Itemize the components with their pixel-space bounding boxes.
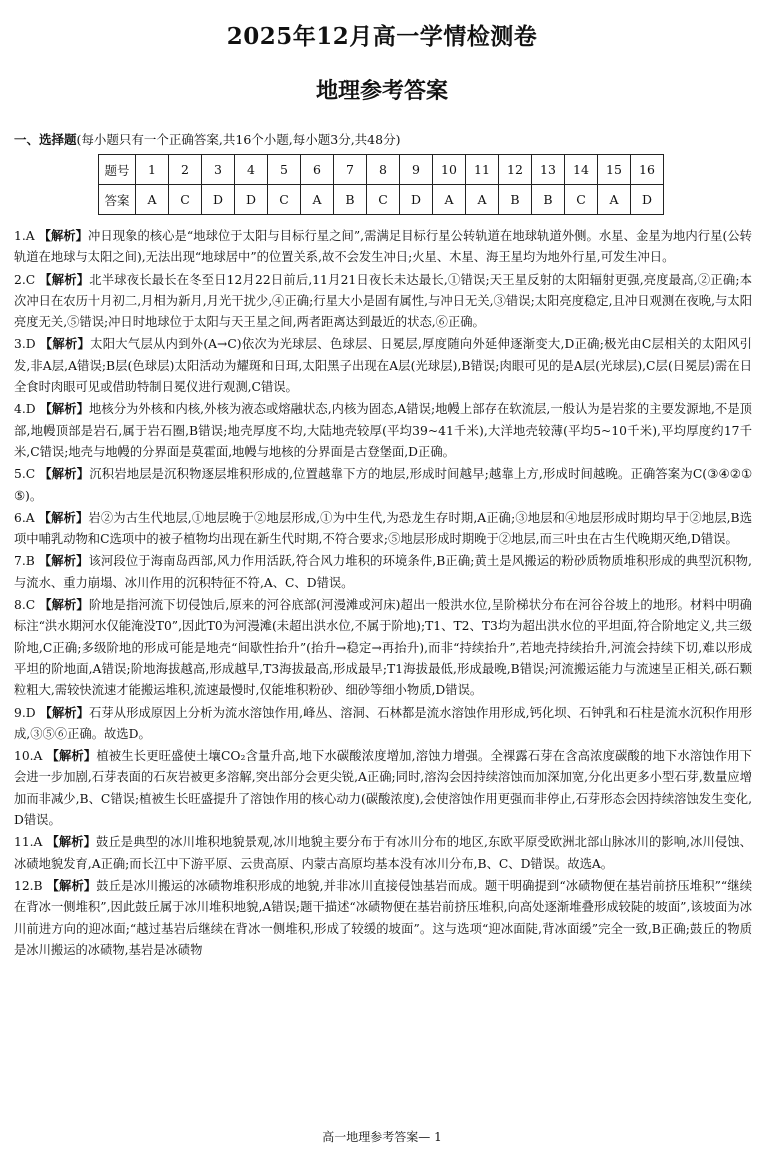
question-number-cell: 5 bbox=[268, 155, 301, 185]
analysis-tag: 【解析】 bbox=[39, 336, 91, 352]
item-text: 该河段位于海南岛西部,风力作用活跃,符合风力堆积的环境条件,B正确;黄土是风搬运的粉砂质物质堆积形成的典型沉积物,与流水、重力崩塌、冰川作用的沉积特征不符,A、C、D错误。 bbox=[14, 554, 752, 590]
question-number-cell: 14 bbox=[565, 155, 598, 185]
section-heading bbox=[14, 130, 400, 148]
answer-cell: C bbox=[169, 185, 202, 215]
question-number-cell: 6 bbox=[301, 155, 334, 185]
answer-cell: C bbox=[367, 185, 400, 215]
question-number-cell: 9 bbox=[400, 155, 433, 185]
explanation-item bbox=[14, 333, 752, 398]
answer-table bbox=[98, 154, 664, 215]
item-text: 太阳大气层从内到外(A→C)依次为光球层、色球层、日冕层,厚度随向外延伸逐渐变大,D正确;极光由C层相关的太阳风引发,非A层,A错误;B层(色球层)太阳活动为耀斑和日珥,太阳黑子出现在A层(光球层),B错误;肉眼可见的是A层(光球层),C层(日冕层)需在日全食时肉眼可见或借助特制日冕仪进行观测,C错误。 bbox=[14, 337, 752, 395]
explanations bbox=[14, 225, 752, 961]
item-text: 地核分为外核和内核,外核为液态或熔融状态,内核为固态,A错误;地幔上部存在软流层,一般认为是岩浆的主要发源地,不是顶部,地幔顶部是岩石,属于岩石圈,B错误;地壳厚度不均,大陆地壳较厚(平均39~41千米),大洋地壳较薄(平均5~10千米),平均厚度约17千米,C错误;地壳与地幔的分界面是莫霍面,地幔与地核的分界面是古登堡面,D正确。 bbox=[14, 402, 752, 459]
item-text: 沉积岩地层是沉积物逐层堆积形成的,位置越靠下方的地层,形成时间越早;越靠上方,形成时间越晚。正确答案为C(③④②①⑤)。 bbox=[14, 467, 752, 503]
analysis-tag: 【解析】 bbox=[38, 509, 89, 525]
answer-cell: A bbox=[466, 185, 499, 215]
answer-cell: D bbox=[631, 185, 664, 215]
explanation-item bbox=[14, 225, 752, 269]
item-number: 1.A bbox=[14, 229, 35, 243]
explanation-item bbox=[14, 831, 752, 875]
item-number: 2.C bbox=[14, 272, 36, 287]
question-number-cell: 16 bbox=[631, 155, 664, 185]
question-number-header: 题号 bbox=[99, 155, 136, 185]
explanation-item bbox=[14, 398, 752, 463]
item-text: 石芽从形成原因上分析为流水溶蚀作用,峰丛、溶洞、石林都是流水溶蚀作用形成,钙化坝、石钟乳和石柱是流水沉积作用形成,③⑤⑥正确。故选D。 bbox=[14, 705, 752, 741]
section-label: 一、选择题 bbox=[14, 132, 77, 147]
question-number-row bbox=[99, 155, 664, 185]
answer-cell: C bbox=[268, 185, 301, 215]
analysis-tag: 【解析】 bbox=[39, 597, 89, 613]
analysis-tag: 【解析】 bbox=[46, 834, 96, 850]
question-number-cell: 10 bbox=[433, 155, 466, 185]
explanation-item bbox=[14, 550, 752, 594]
answer-cell: B bbox=[499, 185, 532, 215]
item-text: 北半球夜长最长在冬至日12月22日前后,11月21日夜长未达最长,①错误;天王星反射的太阳辐射更强,亮度最高,②正确;本次冲日在农历十月初二,月相为新月,月光干扰少,④正确;行星大小是固有属性,与冲日无关,③错误;太阳亮度稳定,且冲日观测在夜晚,与太阳亮度无关,⑤错误;冲日时地球位于太阳与天王星之间,两者距离达到最近的状态,⑥正确。 bbox=[14, 272, 752, 330]
explanation-item bbox=[14, 702, 752, 746]
question-number-cell: 12 bbox=[499, 155, 532, 185]
answer-cell: B bbox=[334, 185, 367, 215]
answer-header: 答案 bbox=[99, 185, 136, 215]
item-number: 5.C bbox=[14, 467, 36, 482]
answer-cell: D bbox=[400, 185, 433, 215]
item-number: 8.C bbox=[14, 598, 36, 613]
item-text: 阶地是指河流下切侵蚀后,原来的河谷底部(河漫滩或河床)超出一般洪水位,呈阶梯状分布在河谷谷坡上的地形。材料中明确标注“洪水期河水仅能淹没T0”,因此T0为河漫滩(未超出洪水位,不属于阶地);T1、T2、T3均为超出洪水位的平坦面,符合阶地定义,共三级阶地,C正确;多级阶地的形成可能是地壳“间歇性抬升”(抬升→稳定→再抬升),而非“持续抬升”,若地壳持续抬升,河流会持续下切,难以形成平坦的阶地面,A错误;阶地海拔越高,形成越早,T3海拔最高,形成最早;T1海拔最低,形成最晚,B错误;河流搬运能力与流速呈正相关,砾石颗粒粗大,需较快流速才能搬运堆积,流速最慢时,仅能堆积粉砂、细砂等细小物质,D错误。 bbox=[14, 598, 752, 698]
explanation-item bbox=[14, 507, 752, 551]
item-number: 3.D bbox=[14, 337, 36, 352]
explanation-item bbox=[14, 269, 752, 334]
explanation-item bbox=[14, 463, 752, 507]
analysis-tag: 【解析】 bbox=[39, 271, 90, 287]
analysis-tag: 【解析】 bbox=[38, 228, 89, 243]
answer-cell: B bbox=[532, 185, 565, 215]
analysis-tag: 【解析】 bbox=[38, 553, 89, 569]
question-number-cell: 4 bbox=[235, 155, 268, 185]
item-text: 岩②为古生代地层,①地层晚于②地层形成,①为中生代,为恐龙生存时期,A正确;③地层和④地层形成时期均早于②地层,B选项中哺乳动物和C选项中的被子植物均出现在新生代时期,不符合要求;⑤地层形成时期晚于②地层,而三叶虫在古生代晚期灭绝,D错误。 bbox=[14, 510, 752, 547]
question-number-cell: 11 bbox=[466, 155, 499, 185]
answer-cell: C bbox=[565, 185, 598, 215]
question-number-cell: 13 bbox=[532, 155, 565, 185]
analysis-tag: 【解析】 bbox=[46, 748, 97, 764]
item-text: 植被生长更旺盛使土壤CO₂含量升高,地下水碳酸浓度增加,溶蚀力增强。全裸露石芽在含高浓度碳酸的地下水溶蚀作用下会进一步加剧,石芽表面的石灰岩被更多溶解,突出部分会更尖锐,A正确;同时,溶沟会因持续溶蚀而加深加宽,分化出更多小型石芽,数量应增加而非减少,B、C错误;植被生长旺盛提升了溶蚀作用的核心动力(碳酸浓度),会使溶蚀作用更强而非停止,石芽形态会因持续溶蚀发生变化,D错误。 bbox=[14, 749, 752, 828]
answer-cell: A bbox=[433, 185, 466, 215]
page-footer: 高一地理参考答案— 1 bbox=[322, 1130, 442, 1144]
analysis-tag: 【解析】 bbox=[46, 877, 97, 893]
explanation-item bbox=[14, 594, 752, 701]
item-number: 10.A bbox=[14, 749, 43, 764]
question-number-cell: 15 bbox=[598, 155, 631, 185]
question-number-cell: 1 bbox=[136, 155, 169, 185]
item-number: 4.D bbox=[14, 402, 36, 417]
answer-cell: A bbox=[136, 185, 169, 215]
answer-key-title: 地理参考答案 bbox=[315, 78, 448, 104]
exam-title: 2025年12月高一学情检测卷 bbox=[226, 23, 538, 50]
answer-cell: A bbox=[598, 185, 631, 215]
explanation-item bbox=[14, 875, 752, 961]
section-note: (每小题只有一个正确答案,共16个小题,每小题3分,共48分) bbox=[76, 132, 401, 147]
answer-cell: D bbox=[235, 185, 268, 215]
item-number: 11.A bbox=[14, 835, 43, 850]
analysis-tag: 【解析】 bbox=[39, 401, 89, 417]
question-number-cell: 7 bbox=[334, 155, 367, 185]
item-text: 鼓丘是冰川搬运的冰碛物堆积形成的地貌,并非冰川直接侵蚀基岩而成。题干明确提到“冰碛物便在基岩前挤压堆积”“继续在背冰一侧堆积”,因此鼓丘属于冰川堆积地貌,A错误;题干描述“冰碛物便在基岩前挤压堆积,向高处逐渐堆叠形成较陡的坡面”,该坡面为冰川前进方向的迎冰面;“越过基岩后继续在背冰一侧堆积,形成了较缓的坡面”。这与选项“迎冰面陡,背冰面缓”完全一致,B正确;鼓丘的物质是冰川搬运的冰碛物,基岩是冰碛物 bbox=[14, 878, 752, 957]
item-text: 鼓丘是典型的冰川堆积地貌景观,冰川地貌主要分布于有冰川分布的地区,东欧平原受欧洲北部山脉冰川的影响,冰川侵蚀、冰碛地貌发育,A正确;而长江中下游平原、云贵高原、内蒙古高原均基本没有冰川分布,B、C、D错误。故选A。 bbox=[14, 835, 752, 871]
answer-row bbox=[99, 185, 664, 215]
analysis-tag: 【解析】 bbox=[39, 704, 90, 720]
question-number-cell: 8 bbox=[367, 155, 400, 185]
item-number: 7.B bbox=[14, 554, 35, 569]
question-number-cell: 3 bbox=[202, 155, 235, 185]
item-number: 9.D bbox=[14, 705, 36, 720]
item-number: 6.A bbox=[14, 510, 35, 525]
question-number-cell: 2 bbox=[169, 155, 202, 185]
analysis-tag: 【解析】 bbox=[39, 466, 90, 482]
answer-cell: A bbox=[301, 185, 334, 215]
item-number: 12.B bbox=[14, 878, 43, 893]
answer-cell: D bbox=[202, 185, 235, 215]
explanation-item bbox=[14, 745, 752, 831]
item-text: 冲日现象的核心是“地球位于太阳与目标行星之间”,需满足目标行星公转轨道在地球轨道外侧。水星、金星为地内行星(公转轨道在地球与太阳之间),无法出现“地球居中”的位置关系,故不会发生冲日;火星、木星、海王星均为地外行星,可发生冲日。 bbox=[14, 229, 752, 265]
